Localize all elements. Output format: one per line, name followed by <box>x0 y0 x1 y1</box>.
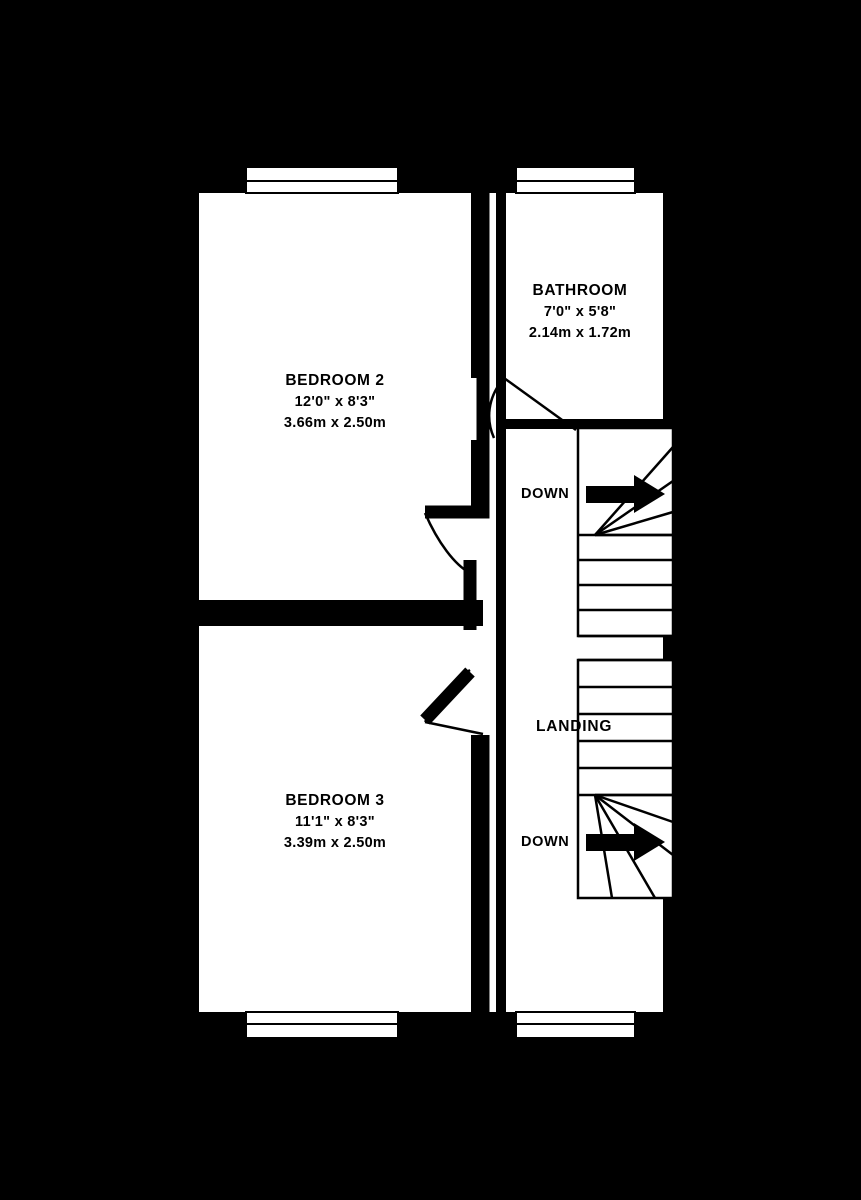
room-dim-imperial-bathroom: 7'0" x 5'8" <box>543 304 617 321</box>
room-label-bathroom <box>470 280 690 345</box>
room-name-bedroom-3: BEDROOM 3 <box>285 792 385 809</box>
wall-between-bedroom-2-and-3 <box>188 600 480 626</box>
room-dim-imperial-bedroom-2: 12'0" x 8'3" <box>294 394 376 411</box>
room-name-landing: LANDING <box>536 718 613 735</box>
window-bedroom2-top <box>246 167 398 193</box>
room-dim-metric-bathroom: 2.14m x 1.72m <box>528 325 632 342</box>
window-bedroom3-bottom <box>246 1012 398 1038</box>
staircase-lower <box>578 660 673 898</box>
stair-direction-label-lower: DOWN <box>521 834 570 850</box>
room-dim-metric-bedroom-2: 3.66m x 2.50m <box>283 415 387 432</box>
stair-direction-label-upper: DOWN <box>521 486 570 502</box>
room-label-bedroom-3 <box>180 790 490 855</box>
room-name-bathroom: BATHROOM <box>532 282 628 299</box>
room-dim-metric-bedroom-3: 3.39m x 2.50m <box>283 835 387 852</box>
window-landing-bottom <box>516 1012 635 1038</box>
room-dim-imperial-bedroom-3: 11'1" x 8'3" <box>295 814 375 831</box>
window-bathroom-top <box>516 167 635 193</box>
staircase-upper <box>578 428 673 636</box>
room-label-bedroom-2 <box>180 370 490 435</box>
room-name-bedroom-2: BEDROOM 2 <box>285 372 385 389</box>
